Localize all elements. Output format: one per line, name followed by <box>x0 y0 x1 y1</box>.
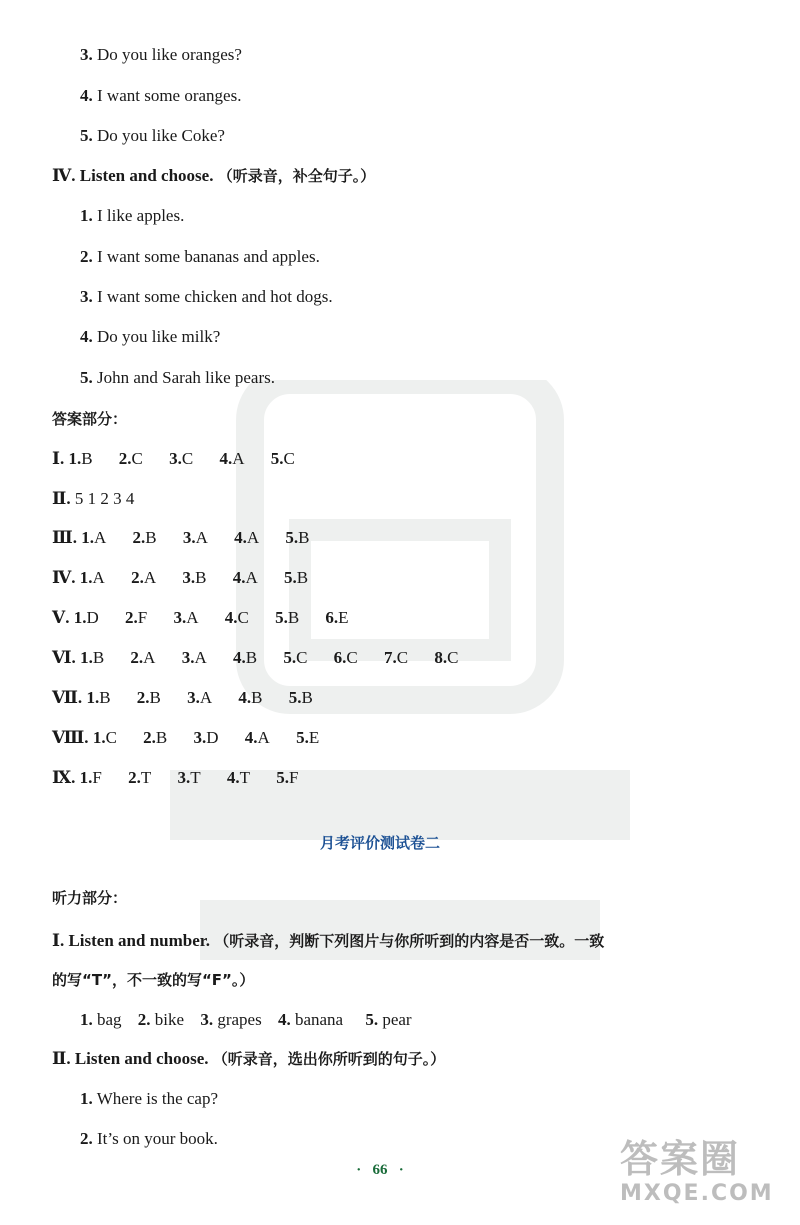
item-iv-1: 1. I like apples. <box>80 206 185 225</box>
answer-row-v: Ⅴ. 1.D 2.F 3.A 4.C 5.B 6.E <box>52 608 349 627</box>
t2-item-ii-1: 1. Where is the cap? <box>80 1089 218 1108</box>
answer-row-vii: Ⅶ. 1.B 2.B 3.A 4.B 5.B <box>52 688 313 707</box>
section-iv-heading: Ⅳ. Listen and choose. （听录音，补全句子。） <box>52 166 376 185</box>
t2-section-ii-heading: Ⅱ. Listen and choose. （听录音，选出你所听到的句子。） <box>52 1049 446 1068</box>
watermark-url: MXQE.COM <box>620 1181 774 1206</box>
answer-row-viii: Ⅷ. 1.C 2.B 3.D 4.A 5.E <box>52 728 320 747</box>
listening-heading: 听力部分： <box>52 889 128 907</box>
answer-row-iv: Ⅳ. 1.A 2.A 3.B 4.A 5.B <box>52 568 309 587</box>
answer-row-vi: Ⅵ. 1.B 2.A 3.A 4.B 5.C 6.C 7.C 8.C <box>52 648 459 667</box>
t2-section-i-heading: Ⅰ. Listen and number. （听录音，判断下列图片与你所听到的内容是否一致。一致 <box>52 931 605 950</box>
answer-row-iii: Ⅲ. 1.A 2.B 3.A 4.A 5.B <box>52 528 310 547</box>
item-iv-3: 3. I want some chicken and hot dogs. <box>80 287 333 306</box>
answer-row-i: Ⅰ. 1.B 2.C 3.C 4.A 5.C <box>52 449 295 468</box>
item-iii-5: 5. Do you like Coke? <box>80 126 225 145</box>
watermark-text: 答案圈 <box>620 1137 741 1181</box>
item-iv-5: 5. John and Sarah like pears. <box>80 368 275 387</box>
page-number: · 66 · <box>356 1162 404 1178</box>
answer-row-ii: Ⅱ. 5 1 2 3 4 <box>52 489 135 508</box>
item-iv-2: 2. I want some bananas and apples. <box>80 247 320 266</box>
answers-heading: 答案部分： <box>52 410 128 428</box>
t2-section-i-items: 1. bag 2. bike 3. grapes 4. banana 5. pear <box>80 1010 412 1029</box>
corner-watermark <box>620 1137 790 1217</box>
item-iv-4: 4. Do you like milk? <box>80 327 221 346</box>
t2-item-ii-2: 2. It’s on your book. <box>80 1129 218 1148</box>
item-iii-3: 3. Do you like oranges? <box>80 45 242 64</box>
footer-dot-right: · <box>398 1162 404 1178</box>
test-two-title: 月考评价测试卷二 <box>319 834 440 852</box>
item-iii-4: 4. I want some oranges. <box>80 86 242 105</box>
answer-row-ix: Ⅸ. 1.F 2.T 3.T 4.T 5.F <box>52 768 299 787</box>
t2-section-i-heading-cont: 的写“T”，不一致的写“F”。） <box>52 971 255 989</box>
